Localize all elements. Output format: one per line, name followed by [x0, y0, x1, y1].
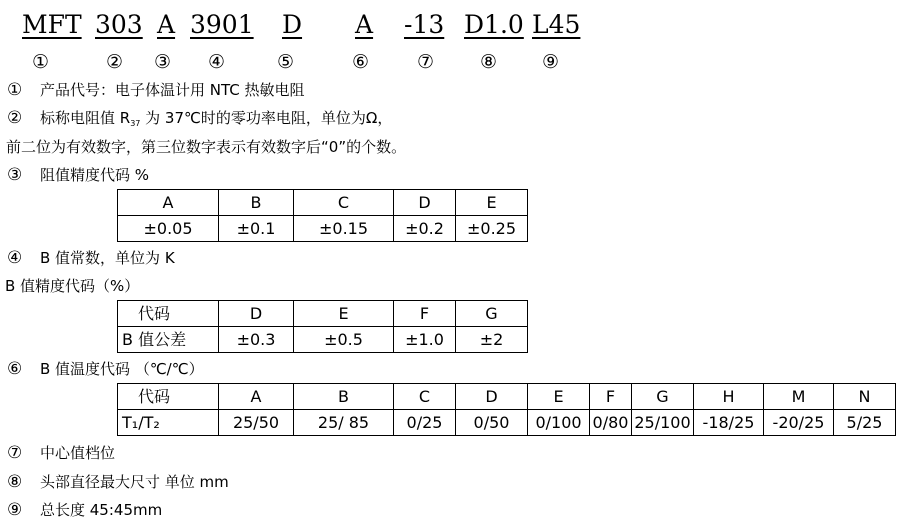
- code-a-precision: A: [157, 10, 176, 39]
- item-4-text: B 值常数，单位为 K: [40, 249, 175, 267]
- value-cell: 25/100: [632, 410, 694, 436]
- code-number-1: ①: [32, 51, 50, 73]
- code-cell: D: [456, 384, 528, 410]
- code-number-4: ④: [208, 51, 226, 73]
- b-precision-table: [117, 300, 528, 353]
- value-cell: ±0.3: [219, 327, 294, 353]
- code-number-7: ⑦: [417, 51, 435, 73]
- item-3: [7, 165, 149, 185]
- item-2: [7, 108, 392, 134]
- code-mft: MFT: [22, 10, 82, 39]
- item-8: [7, 472, 229, 492]
- value-cell: 5/25: [834, 410, 896, 436]
- row-label-cell: T₁/T₂: [118, 410, 219, 436]
- code-cell: E: [456, 190, 528, 216]
- code-d: D: [282, 10, 303, 39]
- code-cell: D: [219, 301, 294, 327]
- code-minus13: -13: [404, 10, 445, 39]
- header-label-cell: 代码: [118, 301, 219, 327]
- value-cell: ±0.15: [294, 216, 394, 242]
- table-row: [118, 190, 528, 216]
- code-d1-0: D1.0: [464, 10, 524, 39]
- value-cell: ±1.0: [394, 327, 456, 353]
- item-9-number: ⑨: [7, 500, 23, 520]
- code-number-6: ⑥: [352, 51, 370, 73]
- code-cell: N: [834, 384, 896, 410]
- code-number-3: ③: [154, 51, 172, 73]
- table-row: [118, 384, 896, 410]
- b-precision-title: B 值精度代码（%）: [5, 277, 140, 295]
- code-l45: L45: [532, 10, 581, 39]
- item-9-text: 总长度 45:45mm: [40, 501, 163, 519]
- value-cell: 25/ 85: [294, 410, 394, 436]
- temperature-code-table: [117, 383, 896, 436]
- code-cell: B: [219, 190, 294, 216]
- header-label-cell: 代码: [118, 384, 219, 410]
- code-cell: C: [394, 384, 456, 410]
- resistance-precision-table: [117, 189, 528, 242]
- value-cell: ±0.2: [394, 216, 456, 242]
- value-cell: 0/25: [394, 410, 456, 436]
- code-cell: F: [394, 301, 456, 327]
- code-a-temp: A: [355, 10, 374, 39]
- code-cell: D: [394, 190, 456, 216]
- item-7-number: ⑦: [7, 443, 23, 463]
- value-cell: -18/25: [694, 410, 764, 436]
- item-2-continuation: 前二位为有效数字，第三位数字表示有效数字后“0”的个数。: [6, 138, 407, 156]
- item-8-text: 头部直径最大尺寸 单位 mm: [40, 473, 229, 491]
- code-cell: A: [219, 384, 294, 410]
- value-cell: 0/80: [590, 410, 632, 436]
- item-2-subscript: 37: [130, 119, 141, 128]
- code-number-5: ⑤: [277, 51, 295, 73]
- value-cell: ±0.5: [294, 327, 394, 353]
- item-1: [7, 80, 305, 100]
- value-cell: 0/100: [528, 410, 590, 436]
- value-cell: ±0.05: [118, 216, 219, 242]
- item-3-text: 阻值精度代码 %: [40, 166, 150, 184]
- code-cell: A: [118, 190, 219, 216]
- item-2-text-a: 标称电阻值 R: [40, 109, 131, 127]
- table-row: [118, 301, 528, 327]
- row-label-cell: B 值公差: [118, 327, 219, 353]
- item-6-number: ⑥: [7, 359, 23, 379]
- code-cell: E: [528, 384, 590, 410]
- code-number-2: ②: [106, 51, 124, 73]
- item-6-text: B 值温度代码 （℃/℃）: [40, 360, 204, 378]
- code-number-8: ⑧: [480, 51, 498, 73]
- code-cell: G: [632, 384, 694, 410]
- item-7-text: 中心值档位: [40, 444, 116, 462]
- code-cell: C: [294, 190, 394, 216]
- item-8-number: ⑧: [7, 472, 23, 492]
- value-cell: 0/50: [456, 410, 528, 436]
- item-7: [7, 443, 115, 463]
- item-2-text-b: 为 37℃时的零功率电阻，单位为Ω，: [140, 109, 393, 127]
- code-cell: F: [590, 384, 632, 410]
- item-4-number: ④: [7, 248, 23, 268]
- item-2-number: ②: [7, 108, 23, 128]
- item-3-number: ③: [7, 165, 23, 185]
- value-cell: -20/25: [764, 410, 834, 436]
- item-6: [7, 359, 204, 379]
- item-4: [7, 248, 175, 268]
- table-row: [118, 327, 528, 353]
- value-cell: ±2: [456, 327, 528, 353]
- item-1-number: ①: [7, 80, 23, 100]
- code-cell: H: [694, 384, 764, 410]
- code-cell: G: [456, 301, 528, 327]
- value-cell: 25/50: [219, 410, 294, 436]
- code-cell: M: [764, 384, 834, 410]
- code-cell: B: [294, 384, 394, 410]
- code-number-9: ⑨: [542, 51, 560, 73]
- code-303: 303: [95, 10, 143, 39]
- table-row: [118, 410, 896, 436]
- code-cell: E: [294, 301, 394, 327]
- value-cell: ±0.1: [219, 216, 294, 242]
- item-1-text: 产品代号：电子体温计用 NTC 热敏电阻: [40, 81, 305, 99]
- table-row: [118, 216, 528, 242]
- item-9: [7, 500, 162, 520]
- code-3901: 3901: [190, 10, 254, 39]
- value-cell: ±0.25: [456, 216, 528, 242]
